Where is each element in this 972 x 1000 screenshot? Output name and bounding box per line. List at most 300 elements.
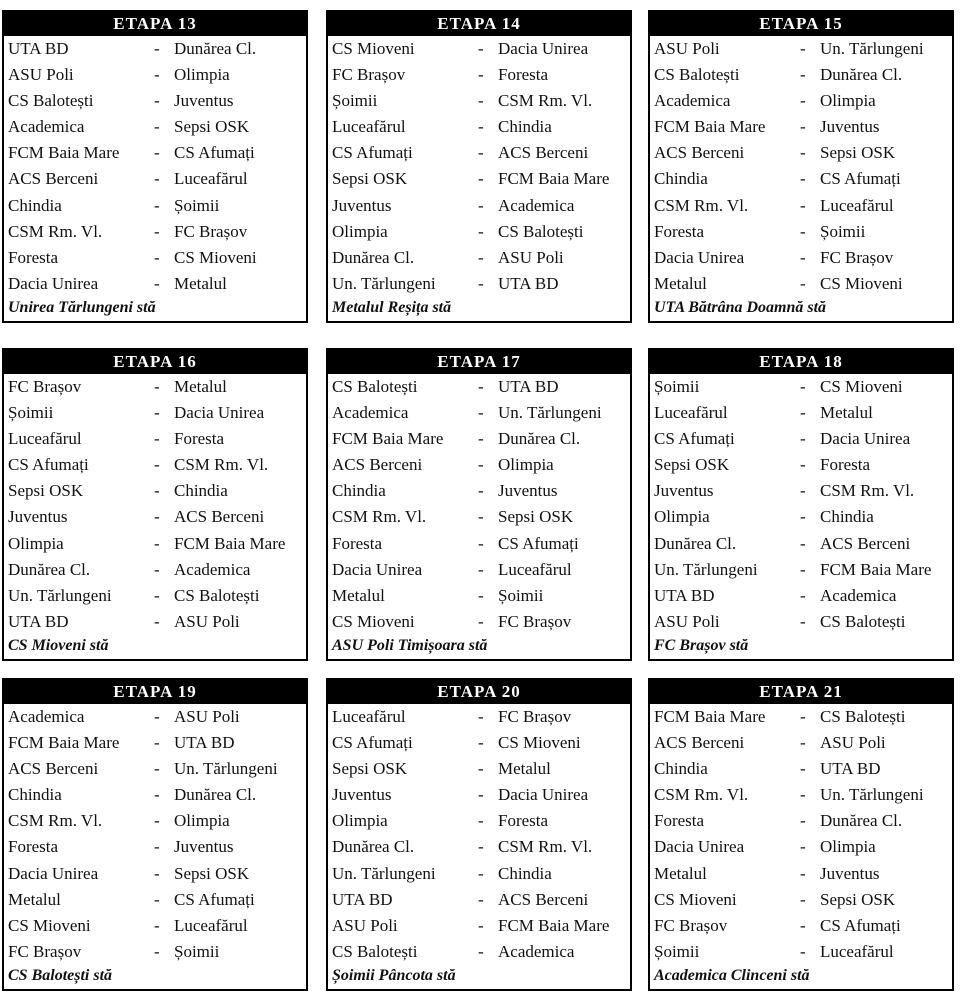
match-separator: - [478,559,484,579]
match-separator: - [478,533,484,553]
away-team: Luceafărul [174,169,248,189]
match-separator: - [478,863,484,883]
match-separator: - [478,377,484,396]
away-team: Șoimii [174,941,220,961]
away-team: Un. Tărlungeni [820,785,924,805]
away-team: Dunărea Cl. [820,65,903,85]
match-row [328,557,630,583]
home-team: Chindia [654,759,708,779]
home-team: CS Balotești [332,377,418,396]
match-row [650,609,952,635]
home-team: ASU Poli [654,611,720,631]
home-team: ACS Berceni [654,143,745,163]
home-team: CSM Rm. Vl. [8,221,103,241]
away-team: Chindia [498,117,552,137]
match-row [4,730,306,756]
match-row [4,62,306,88]
home-team: Luceafărul [332,117,406,137]
away-team: CS Balotești [174,585,260,605]
away-team: Sepsi OSK [174,863,250,883]
match-row [650,36,952,62]
match-separator: - [478,429,484,449]
away-team: FCM Baia Mare [498,169,610,189]
match-separator: - [478,585,484,605]
bye-team: CS Balotești stă [8,967,113,984]
round-title: ETAPA 13 [4,12,306,36]
match-row [4,88,306,114]
match-row [4,426,306,452]
round-card [2,678,308,991]
home-team: Juventus [332,785,392,805]
match-separator: - [800,863,806,883]
match-row [4,245,306,271]
match-separator: - [800,585,806,605]
match-separator: - [154,837,160,857]
match-row [4,939,306,965]
match-list [328,704,630,965]
away-team: FCM Baia Mare [820,559,932,579]
match-row [328,834,630,860]
match-separator: - [800,91,806,111]
bye-team: Unirea Tărlungeni stă [8,299,156,316]
round-title: ETAPA 21 [650,680,952,704]
match-row [650,452,952,478]
home-team: CS Mioveni [332,611,415,631]
match-separator: - [800,169,806,189]
home-team: Luceafărul [8,429,82,449]
away-team: Un. Tărlungeni [174,759,278,779]
match-separator: - [478,507,484,527]
home-team: Luceafărul [654,403,728,423]
match-separator: - [800,377,806,396]
match-separator: - [478,247,484,267]
round-title: ETAPA 18 [650,350,952,374]
away-team: ACS Berceni [174,507,265,527]
match-row [328,887,630,913]
match-row [328,219,630,245]
home-team: FC Brașov [8,941,82,961]
away-team: Dunărea Cl. [498,429,581,449]
match-row [650,782,952,808]
match-row [4,782,306,808]
home-team: Olimpia [332,221,388,241]
match-separator: - [154,759,160,779]
away-team: Un. Tărlungeni [498,403,602,423]
home-team: ACS Berceni [654,733,745,753]
match-separator: - [800,759,806,779]
home-team: Dunărea Cl. [332,837,415,857]
away-team: FC Brașov [174,221,248,241]
away-team: Metalul [498,759,551,779]
home-team: CSM Rm. Vl. [332,507,427,527]
away-team: Juventus [174,837,234,857]
match-row [650,808,952,834]
match-row [328,782,630,808]
away-team: FCM Baia Mare [174,533,286,553]
match-row [650,531,952,557]
away-team: CS Balotești [820,611,906,631]
match-separator: - [800,733,806,753]
away-team: Sepsi OSK [174,117,250,137]
match-separator: - [800,273,806,293]
away-team: FC Brașov [498,707,572,726]
home-team: Juventus [654,481,714,501]
home-team: Șoimii [654,377,700,396]
round-card [2,348,308,661]
bye-team: ASU Poli Timișoara stă [332,637,488,654]
away-team: Un. Tărlungeni [820,39,924,58]
match-row [650,114,952,140]
home-team: Metalul [332,585,385,605]
home-team: Un. Tărlungeni [8,585,112,605]
away-team: CS Afumați [174,143,255,163]
match-separator: - [154,559,160,579]
round-card [648,348,954,661]
match-separator: - [478,403,484,423]
home-team: Foresta [8,837,59,857]
match-separator: - [478,221,484,241]
home-team: Olimpia [654,507,710,527]
away-team: UTA BD [174,733,235,753]
round-card [648,10,954,323]
home-team: Foresta [332,533,383,553]
home-team: Olimpia [332,811,388,831]
match-separator: - [800,481,806,501]
match-separator: - [478,811,484,831]
match-row [650,478,952,504]
match-row [328,36,630,62]
home-team: Metalul [8,889,61,909]
match-row [4,166,306,192]
bye-team: Metalul Reșița stă [332,299,452,316]
away-team: Dacia Unirea [820,429,911,449]
match-separator: - [154,377,160,396]
match-separator: - [800,455,806,475]
home-team: Foresta [654,811,705,831]
match-row [650,834,952,860]
home-team: Un. Tărlungeni [332,273,436,293]
home-team: CS Mioveni [654,889,737,909]
home-team: FCM Baia Mare [332,429,444,449]
match-separator: - [154,481,160,501]
away-team: Chindia [820,507,874,527]
home-team: ASU Poli [8,65,74,85]
match-separator: - [478,169,484,189]
match-row [4,704,306,730]
match-separator: - [478,837,484,857]
round-title: ETAPA 20 [328,680,630,704]
match-row [4,887,306,913]
away-team: Sepsi OSK [820,889,896,909]
match-separator: - [800,785,806,805]
away-team: Dunărea Cl. [174,39,257,58]
home-team: Dunărea Cl. [332,247,415,267]
match-list [328,374,630,635]
match-row [650,583,952,609]
away-team: CS Mioveni [498,733,581,753]
match-row [650,140,952,166]
match-row [4,583,306,609]
away-team: Olimpia [174,811,230,831]
match-separator: - [154,785,160,805]
away-team: Luceafărul [820,195,894,215]
home-team: ACS Berceni [8,759,99,779]
match-separator: - [154,733,160,753]
away-team: Dacia Unirea [174,403,265,423]
away-team: Dunărea Cl. [820,811,903,831]
away-team: Juventus [820,117,880,137]
match-row [4,557,306,583]
match-row [4,36,306,62]
away-team: Chindia [174,481,228,501]
match-list [4,374,306,635]
match-row [650,193,952,219]
match-row [328,426,630,452]
match-separator: - [800,811,806,831]
home-team: ASU Poli [654,39,720,58]
home-team: Juventus [332,195,392,215]
match-row [4,219,306,245]
home-team: Dacia Unirea [8,273,99,293]
match-separator: - [154,195,160,215]
away-team: CS Afumați [174,889,255,909]
away-team: CSM Rm. Vl. [174,455,269,475]
match-separator: - [478,733,484,753]
match-separator: - [154,247,160,267]
round-card [648,678,954,991]
match-row [4,452,306,478]
home-team: Academica [654,91,731,111]
match-row [650,730,952,756]
bye-team: CS Mioveni stă [8,637,109,654]
match-row [328,583,630,609]
home-team: Șoimii [332,91,378,111]
away-team: CSM Rm. Vl. [820,481,915,501]
home-team: Metalul [654,863,707,883]
home-team: Dunărea Cl. [654,533,737,553]
match-row [4,374,306,400]
match-separator: - [154,889,160,909]
match-row [4,193,306,219]
home-team: UTA BD [8,611,69,631]
away-team: Dacia Unirea [498,785,589,805]
away-team: ASU Poli [174,707,240,726]
match-separator: - [800,889,806,909]
away-team: ACS Berceni [820,533,911,553]
match-row [4,400,306,426]
home-team: Un. Tărlungeni [332,863,436,883]
match-row [4,114,306,140]
away-team: Șoimii [174,195,220,215]
match-row [650,756,952,782]
match-row [4,808,306,834]
away-team: FC Brașov [820,247,894,267]
round-title: ETAPA 16 [4,350,306,374]
home-team: FCM Baia Mare [8,733,120,753]
match-row [328,166,630,192]
match-row [4,609,306,635]
away-team: ACS Berceni [498,889,589,909]
match-row [650,219,952,245]
home-team: ACS Berceni [332,455,423,475]
home-team: Un. Tărlungeni [654,559,758,579]
away-team: UTA BD [498,273,559,293]
away-team: CS Afumați [498,533,579,553]
home-team: Dacia Unirea [654,247,745,267]
home-team: CS Afumați [654,429,735,449]
away-team: Juventus [174,91,234,111]
match-row [650,504,952,530]
home-team: Sepsi OSK [654,455,730,475]
match-separator: - [800,117,806,137]
match-separator: - [478,143,484,163]
away-team: CS Mioveni [174,247,257,267]
match-list [650,704,952,965]
match-list [650,36,952,297]
home-team: CS Mioveni [8,915,91,935]
match-separator: - [800,941,806,961]
home-team: Chindia [8,785,62,805]
away-team: Olimpia [174,65,230,85]
match-separator: - [154,65,160,85]
home-team: FCM Baia Mare [654,707,766,726]
match-row [328,88,630,114]
match-separator: - [154,941,160,961]
away-team: Sepsi OSK [498,507,574,527]
home-team: Dacia Unirea [332,559,423,579]
home-team: Juventus [8,507,68,527]
home-team: FC Brașov [654,915,728,935]
away-team: Juventus [498,481,558,501]
away-team: Dunărea Cl. [174,785,257,805]
match-row [650,62,952,88]
match-row [328,861,630,887]
away-team: Chindia [498,863,552,883]
match-row [328,400,630,426]
home-team: ACS Berceni [8,169,99,189]
match-separator: - [478,91,484,111]
away-team: Foresta [498,811,549,831]
match-row [4,913,306,939]
home-team: CS Balotești [332,941,418,961]
away-team: Metalul [820,403,873,423]
away-team: Olimpia [820,837,876,857]
match-separator: - [154,707,160,726]
round-title: ETAPA 15 [650,12,952,36]
bye-team: Șoimii Pâncota stă [332,967,456,984]
match-separator: - [154,143,160,163]
match-separator: - [478,481,484,501]
away-team: ACS Berceni [498,143,589,163]
match-separator: - [154,403,160,423]
match-row [650,887,952,913]
home-team: Academica [8,707,85,726]
match-list [4,36,306,297]
match-row [328,913,630,939]
match-separator: - [478,65,484,85]
home-team: CS Balotești [654,65,740,85]
away-team: Foresta [820,455,871,475]
away-team: Sepsi OSK [820,143,896,163]
match-separator: - [154,455,160,475]
match-row [4,756,306,782]
home-team: FCM Baia Mare [8,143,120,163]
away-team: Dacia Unirea [498,39,589,58]
round-title: ETAPA 14 [328,12,630,36]
away-team: Metalul [174,273,227,293]
home-team: Dunărea Cl. [8,559,91,579]
home-team: Foresta [654,221,705,241]
home-team: CSM Rm. Vl. [654,195,749,215]
match-row [650,166,952,192]
match-row [328,808,630,834]
round-card [326,348,632,661]
match-separator: - [800,837,806,857]
match-separator: - [800,915,806,935]
home-team: Chindia [654,169,708,189]
match-separator: - [478,273,484,293]
match-row [650,557,952,583]
match-separator: - [154,915,160,935]
match-separator: - [478,759,484,779]
away-team: Șoimii [498,585,544,605]
home-team: Academica [332,403,409,423]
away-team: UTA BD [820,759,881,779]
home-team: Șoimii [8,403,54,423]
match-separator: - [154,117,160,137]
round-card [326,10,632,323]
match-row [650,400,952,426]
match-row [328,756,630,782]
away-team: Juventus [820,863,880,883]
match-separator: - [154,533,160,553]
bye-team: FC Brașov stă [654,637,749,654]
home-team: CS Afumați [332,143,413,163]
match-row [328,114,630,140]
match-separator: - [800,143,806,163]
match-row [328,478,630,504]
match-row [328,704,630,730]
match-row [328,271,630,297]
match-separator: - [154,39,160,58]
home-team: Dacia Unirea [8,863,99,883]
home-team: CS Afumați [332,733,413,753]
match-separator: - [154,221,160,241]
match-separator: - [478,707,484,726]
match-row [650,861,952,887]
away-team: Luceafărul [820,941,894,961]
match-separator: - [800,195,806,215]
away-team: CS Afumați [820,915,901,935]
match-row [4,861,306,887]
away-team: UTA BD [498,377,559,396]
match-row [328,504,630,530]
match-separator: - [800,403,806,423]
match-row [4,478,306,504]
bye-team: Academica Clinceni stă [654,967,810,984]
match-row [650,245,952,271]
match-separator: - [154,811,160,831]
match-separator: - [154,169,160,189]
match-row [4,504,306,530]
away-team: ASU Poli [498,247,564,267]
match-separator: - [478,915,484,935]
match-list [650,374,952,635]
away-team: Luceafărul [498,559,572,579]
away-team: Metalul [174,377,227,396]
match-row [4,271,306,297]
home-team: Chindia [8,195,62,215]
